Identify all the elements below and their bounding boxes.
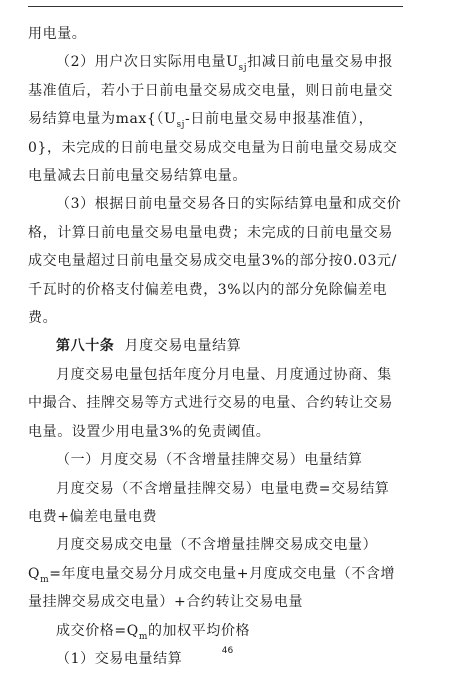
article-80-heading: [28, 332, 403, 360]
paragraph-3: （3）根据日前电量交易各日的实际结算电量和成交价格，计算日前电量交易电量电费；未完成的日前电量交易成交电量超过日前电量交易成交电量3%的部分按0.03元/千瓦时的价格支付偏差电费，3%以内的部分免除偏差电费。: [28, 196, 402, 327]
page-number: 46: [221, 646, 234, 656]
article-80-title: 月度交易电量结算: [124, 338, 242, 355]
document-body: [28, 20, 403, 673]
paragraph-10: （1）交易电量结算: [56, 650, 183, 667]
article-80-number: 第八十条: [56, 338, 115, 355]
header-rule: [28, 6, 403, 7]
paragraph-8: 月度交易成交电量（不含增量挂牌交易成交电量）$Q_m=$年度电量交易分月成交电量+月度成交电量（不含增量挂牌交易成交电量）+合约转让交易电量: [28, 537, 396, 611]
paragraph-7: 月度交易（不含增量挂牌交易）电量电费=交易结算电费+偏差电量电费: [28, 480, 390, 525]
paragraph-2: （2）用户次日实际用电量$U_{sj}$扣减日前电量交易申报基准值后，若小于日前电量交易成交电量，则日前电量交易结算电量为$\max\{(U_{sj}-$日前电量交易申报基准值），0}，未完成的日前电量交易成交电量为日前电量交易成交电量减去日前电量交易结算电量。: [28, 54, 398, 185]
paragraph-1: 用电量。: [28, 26, 87, 42]
paragraph-9: 成交价格$=Q_m$的加权平均价格: [56, 622, 251, 642]
section-heading-1: （一）月度交易（不含增量挂牌交易）电量结算: [56, 452, 363, 469]
paragraph-5: 月度交易电量包括年度分月电量、月度通过协商、集中撮合、挂牌交易等方式进行交易的电量、合约转让交易电量。设置少用电量3%的免责阈值。: [28, 366, 393, 440]
